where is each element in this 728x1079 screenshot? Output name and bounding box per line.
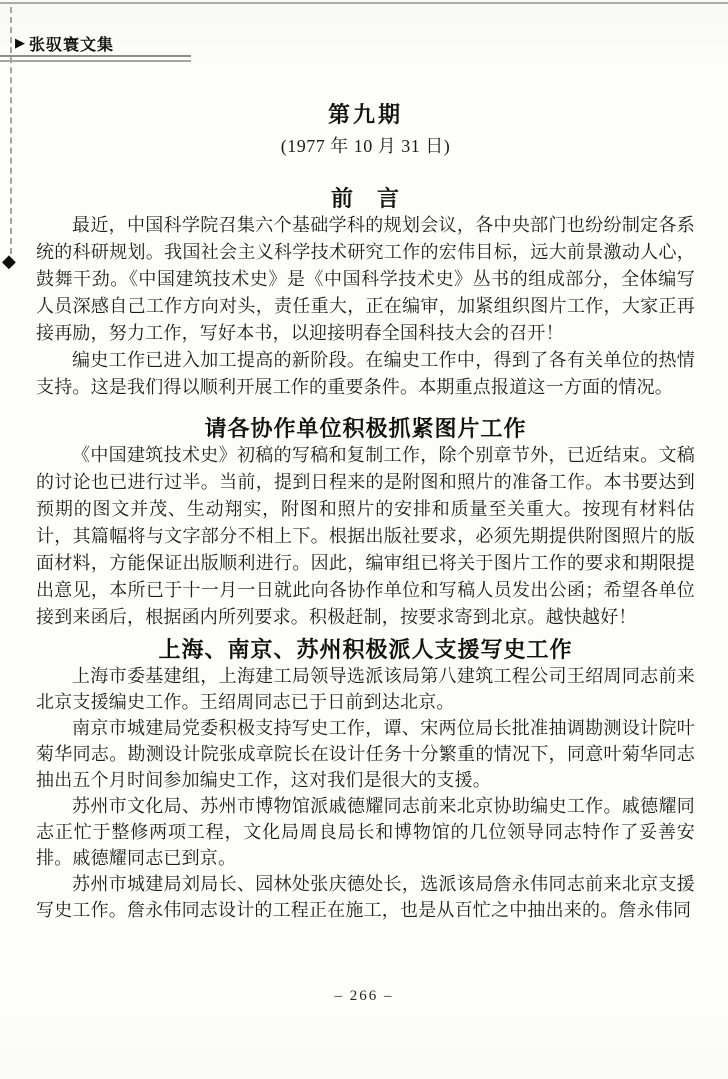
paragraph: 南京市城建局党委积极支持写史工作，谭、宋两位局长批准抽调勘测设计院叶菊华同志。勘测设计院张成章院长在设计任务十分繁重的情况下，同意叶菊华同志抽出五个月时间参加编史工作，这对我们是很大的支援。 — [36, 718, 695, 790]
paragraph: 《中国建筑技术史》初稿的写稿和复制工作，除个别章节外，已近结束。文稿的讨论也已进行过半。当前，提到日程来的是附图和照片的准备工作。本书要达到预期的图文并茂、生动翔实，附图和照片的安排和质量至关重大。按现有材料估计，其篇幅将与文字部分不相上下。根据出版社要求，必须先期提供附图照片的版面材料，方能保证出版顺利进行。因此，编审组已将关于图片工作的要求和期限提出意见，本所已于十一月一日就此向各协作单位和写稿人员发出公函；希望各单位接到来函后，根据函内所列要求。积极赶制，按要求寄到北京。越快越好！ — [36, 445, 695, 627]
page-number: – 266 – — [334, 988, 394, 1004]
paragraph: 苏州市城建局刘局长、园林处张庆德处长，选派该局詹永伟同志前来北京支援写史工作。詹永伟同志设计的工程正在施工，也是从百忙之中抽出来的。詹永伟同 — [36, 874, 695, 920]
section-city-support — [36, 637, 695, 923]
diamond-marker-icon: ◆ — [2, 251, 16, 272]
book-title: 张驭寰文集 — [29, 37, 115, 54]
issue-title: 第九期 — [327, 102, 403, 127]
issue-date: (1977 年 10 月 31 日) — [280, 136, 451, 156]
paragraph: 苏州市文化局、苏州市博物馆派戚德耀同志前来北京协助编史工作。戚德耀同志正忙于整修两项工程，文化局周良局长和博物馆的几位领导同志特作了妥善安排。戚德耀同志已到京。 — [36, 796, 695, 868]
section-heading-foreword: 前 言 — [330, 186, 400, 211]
paragraph: 上海市委基建组，上海建工局领导选派该局第八建筑工程公司王绍周同志前来北京支援编史工作。王绍周同志已于日前到达北京。 — [36, 666, 695, 712]
page-body — [36, 0, 695, 923]
paragraph: 最近，中国科学院召集六个基础学科的规划会议，各中央部门也纷纷制定各系统的科研规划。我国社会主义科学技术研究工作的宏伟目标，远大前景激动人心，鼓舞干劲。《中国建筑技术史》是《中国科学技术史》丛书的组成部分，全体编写人员深感自己工作方向对头，责任重大，正在编审，加紧组织图片工作，大家正再接再励，努力工作，写好本书，以迎接明春全国科技大会的召开！ — [36, 215, 695, 343]
section-heading-city-support: 上海、南京、苏州积极派人支援写史工作 — [158, 637, 573, 662]
paragraph: 编史工作已进入加工提高的新阶段。在编史工作中，得到了各有关单位的热情支持。这是我们得以顺利开展工作的重要条件。本期重点报道这一方面的情况。 — [36, 350, 695, 397]
triangle-marker-icon: ▶ — [15, 36, 26, 51]
section-foreword — [36, 186, 695, 401]
section-picture-work — [36, 416, 695, 631]
section-heading-picture-work: 请各协作单位积极抓紧图片工作 — [204, 416, 527, 441]
left-margin-dashed-line — [10, 7, 12, 254]
